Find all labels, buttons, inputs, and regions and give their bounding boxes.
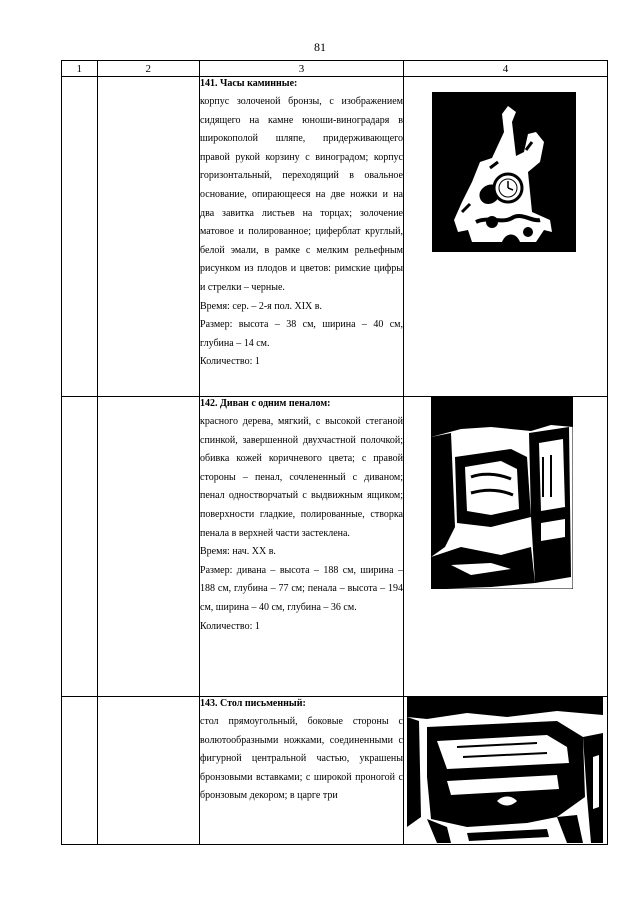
item-photo-cell [404,397,608,697]
cell-empty [97,397,200,697]
item-time: Время: сер. – 2-я пол. XIX в. [200,300,322,312]
sofa-photo [431,397,573,589]
item-count: Количество: 1 [200,356,260,368]
cell-empty [97,697,200,845]
cell-number [62,77,98,397]
item-title: 143. Стол письменный: [200,698,306,709]
column-header-2: 2 [97,61,200,77]
item-title: 142. Диван с одним пеналом: [200,398,331,409]
inventory-table [61,60,608,845]
item-body: стол прямоугольный, боковые стороны с волютообразными ножками, соединенными с фигурной центральной частью, украшены бронзовыми вставками; с широкой проногой с бронзовым декором; в царге три [200,716,403,802]
column-header-4: 4 [404,61,608,77]
cell-number [62,697,98,845]
item-photo-cell [404,697,608,845]
table-row [62,77,608,397]
item-body: красного дерева, мягкий, с высокой стеганой спинкой, завершенной двухчастной полочкой; обивка кожей коричневого цвета; с правой стороны – пенал, сочлененный с диваном; пенал одностворчатый с выдвижным ящиком; поверхности гладкие, полированные, створка пенала в верхней части застеклена. [200,416,403,539]
cell-empty [97,77,200,397]
table-row [62,697,608,845]
table-header-row [62,61,608,77]
table-row [62,397,608,697]
item-description [200,77,404,397]
item-count: Количество: 1 [200,620,260,632]
desk-photo [407,697,603,843]
mantel-clock-photo [432,92,576,252]
item-time: Время: нач. XX в. [200,546,276,558]
item-description [200,397,404,697]
item-title: 141. Часы каминные: [200,78,298,89]
item-size: Размер: дивана – высота – 188 см, ширина – 188 см, глубина – 77 см; пенала – высота – 194 см, ширина – 40 см, глубина – 36 см. [200,564,403,613]
item-body: корпус золоченой бронзы, с изображением сидящего на камне юноши-виноградаря в широкополой шляпе, придерживающего правой рукой корзину с виноградом; корпус горизонтальный, переходящий в овальное основание, опирающееся на две ножки и на два завитка листьев на торцах; золочение матовое и полированное; циферблат круглый, белой эмали, в рамке с мелким рельефным рисунком из плодов и цветов: римские цифры и стрелки – черные. [200,96,403,293]
page-number: 81 [314,40,326,54]
column-header-1: 1 [62,61,98,77]
column-header-3: 3 [200,61,404,77]
item-size: Размер: высота – 38 см, ширина – 40 см, глубина – 14 см. [200,319,403,349]
item-photo-cell [404,77,608,397]
cell-number [62,397,98,697]
item-description [200,697,404,845]
